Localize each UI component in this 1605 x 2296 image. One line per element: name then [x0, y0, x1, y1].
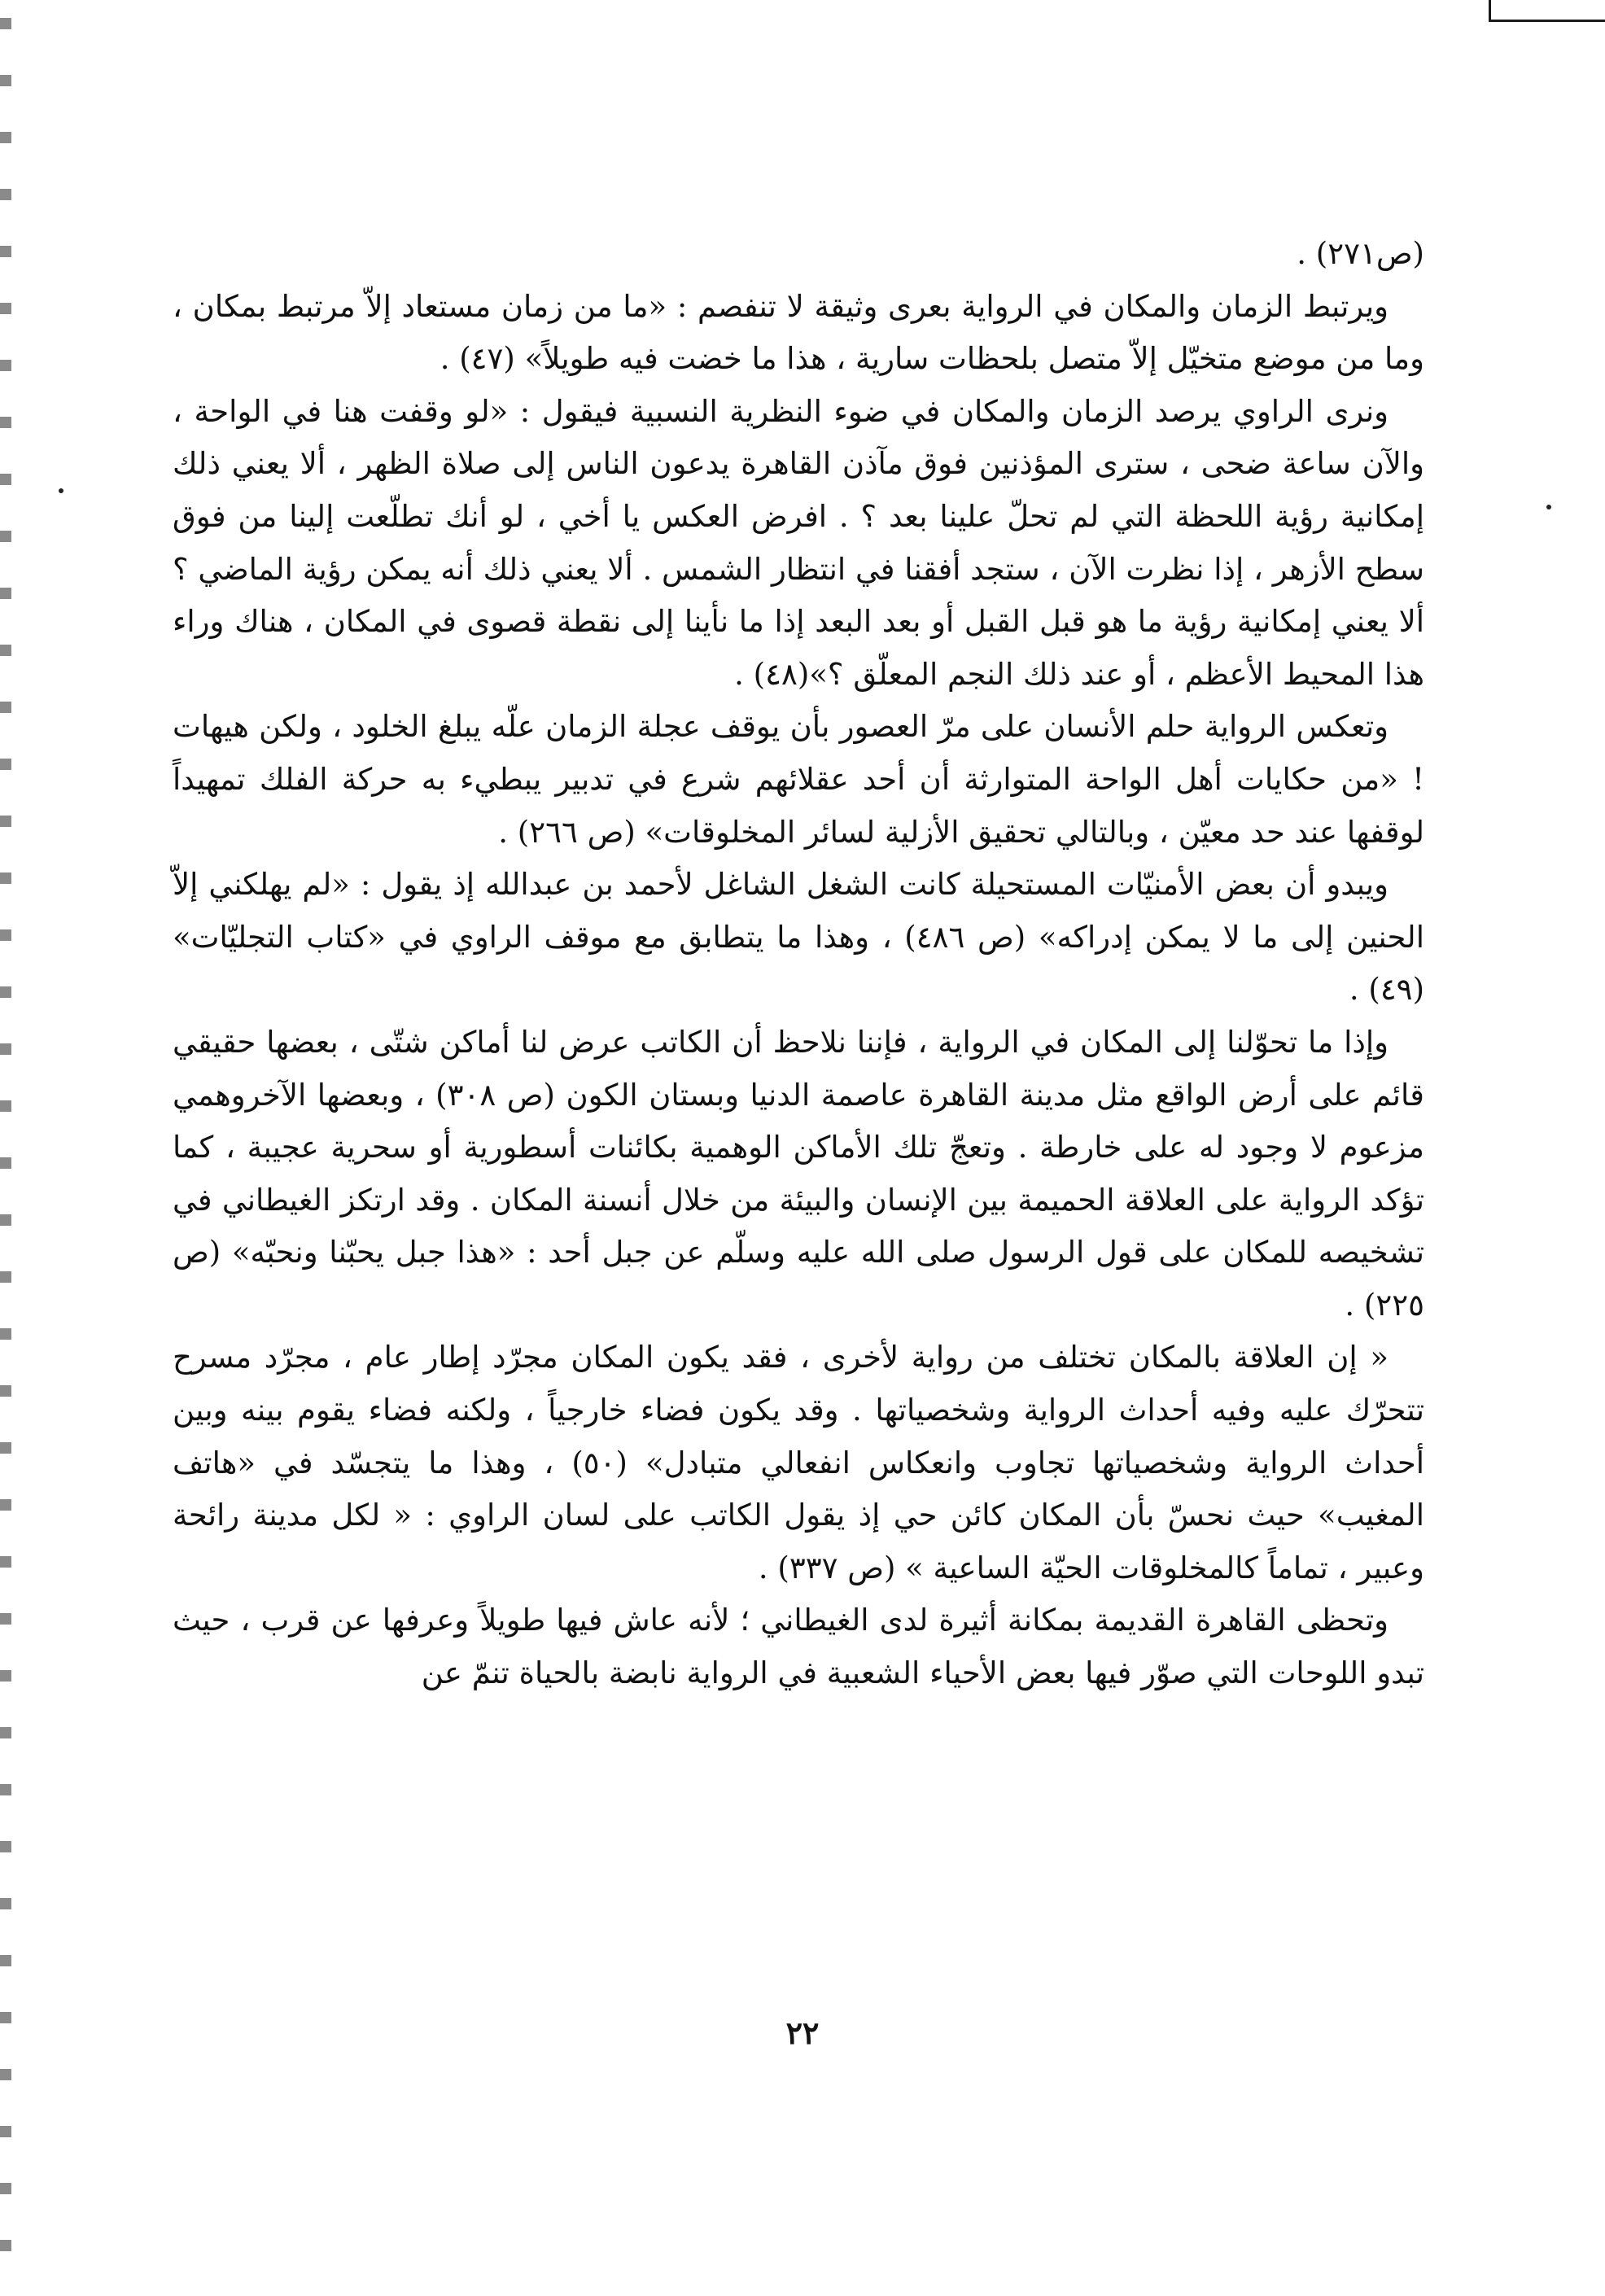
paragraph: ويرتبط الزمان والمكان في الرواية بعرى وثيقة لا تنفصم : «ما من زمان مستعاد إلاّ مرتبط بمكان ، وما من موضع متخيّل إلاّ متصل بلحظات سارية ، هذا ما خضت فيه طويلاً» (٤٧) . [173, 288, 1424, 377]
paragraph: « إن العلاقة بالمكان تختلف من رواية لأخرى ، فقد يكون المكان مجرّد إطار عام ، مجرّد مسرح تتحرّك عليه وفيه أحداث الرواية وشخصياتها . وقد يكون فضاء خارجياً ، ولكنه فضاء يقوم بينه وبين أحداث الرواية وشخصياتها تجاوب وانعكاس انفعالي متبادل» (٥٠) ، وهذا ما يتجسّد في «هاتف المغيب» حيث نحسّ بأن المكان كائن حي إذ يقول الكاتب على لسان الراوي : « لكل مدينة رائحة وعبير ، تماماً كالمخلوقات الحيّة الساعية » (ص ٣٣٧) . [173, 1340, 1424, 1585]
paragraph: ونرى الراوي يرصد الزمان والمكان في ضوء النظرية النسبية فيقول : «لو وقفت هنا في الواحة ، والآن ساعة ضحى ، سترى المؤذنين فوق مآذن القاهرة يدعون الناس إلى صلاة الظهر ، ألا يعني ذلك إمكانية رؤية اللحظة التي لم تحلّ علينا بعد ؟ . افرض العكس يا أخي ، لو أنك تطلّعت إلينا من فوق سطح الأزهر ، إذا نظرت الآن ، ستجد أفقنا في انتظار الشمس . ألا يعني ذلك أنه يمكن رؤية الماضي ؟ ألا يعني إمكانية رؤية ما هو قبل القبل أو بعد البعد إذا ما نأينا إلى نقطة قصوى في المكان ، هناك وراء هذا المحيط الأعظم ، أو عند ذلك النجم المعلّق ؟»(٤٨) . [173, 393, 1424, 692]
paragraph: وتحظى القاهرة القديمة بمكانة أثيرة لدى الغيطاني ؛ لأنه عاش فيها طويلاً وعرفها عن قرب ، حيث تبدو اللوحات التي صوّر فيها بعض الأحياء الشعبية في الرواية نابضة بالحياة تنمّ عن [173, 1603, 1424, 1691]
paragraph: (ص٢٧١) . [1297, 236, 1424, 271]
body-text [173, 228, 1424, 1700]
scan-corner-mark [1489, 0, 1605, 22]
paragraph: وتعكس الرواية حلم الأنسان على مرّ العصور بأن يوقف عجلة الزمان علّه يبلغ الخلود ، ولكن هيهات ! «من حكايات أهل الواحة المتوارثة أن أحد عقلائهم شرع في تدبير يبطيء به حركة الفلك تمهيداً لوقفها عند حد معيّن ، وبالتالي تحقيق الأزلية لسائر المخلوقات» (ص ٢٦٦) . [173, 709, 1424, 850]
paragraph: ويبدو أن بعض الأمنيّات المستحيلة كانت الشغل الشاغل لأحمد بن عبدالله إذ يقول : «لم يهلكني إلاّ الحنين إلى ما لا يمكن إدراكه» (ص ٤٨٦) ، وهذا ما يتطابق مع موقف الراوي في «كتاب التجليّات» (٤٩) . [173, 867, 1424, 1008]
scan-speck [59, 488, 63, 493]
paragraph: وإذا ما تحوّلنا إلى المكان في الرواية ، فإننا نلاحظ أن الكاتب عرض لنا أماكن شتّى ، بعضها حقيقي قائم على أرض الواقع مثل مدينة القاهرة عاصمة الدنيا وبستان الكون (ص ٣٠٨) ، وبعضها الآخروهمي مزعوم لا وجود له على خارطة . وتعجّ تلك الأماكن الوهمية بكائنات أسطورية أو سحرية عجيبة ، كما تؤكد الرواية على العلاقة الحميمة بين الإنسان والبيئة من خلال أنسنة المكان . وقد ارتكز الغيطاني في تشخيصه للمكان على قول الرسول صلى الله عليه وسلّم عن جبل أحد : «هذا جبل يحبّنا ونحبّه» (ص ٢٢٥) . [173, 1024, 1424, 1323]
page-number: ٢٢ [785, 2014, 820, 2051]
scan-speck [1546, 505, 1551, 509]
scan-binding-edge [0, 0, 11, 2296]
